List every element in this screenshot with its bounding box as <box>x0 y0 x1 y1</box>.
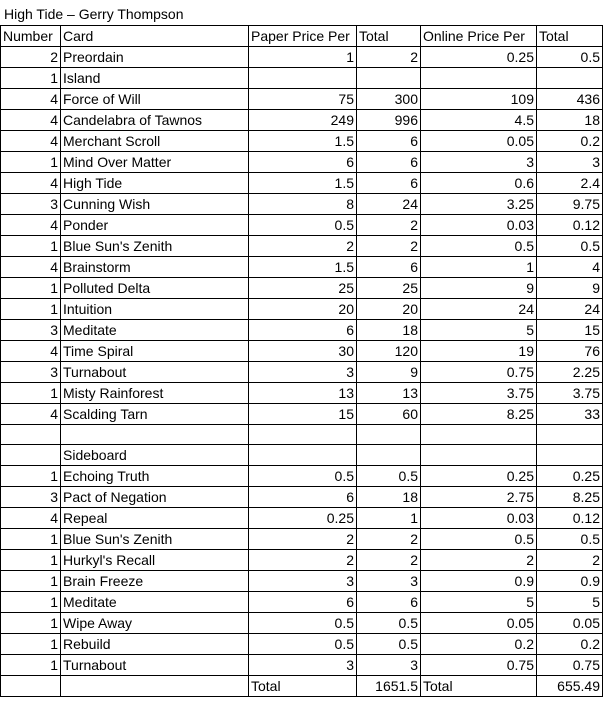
online-grand-total[interactable]: 655.49 <box>537 676 603 697</box>
online-total-cell[interactable]: 0.12 <box>537 508 603 529</box>
online-total-cell[interactable]: 2 <box>537 550 603 571</box>
paper-total-cell[interactable]: 2 <box>357 47 421 68</box>
table-row <box>1 341 603 362</box>
online-price-per-cell[interactable]: 3.75 <box>421 383 537 404</box>
online-total-cell[interactable]: 2.25 <box>537 362 603 383</box>
paper-price-per-cell[interactable]: 2 <box>249 529 357 550</box>
card-count-cell[interactable]: 3 <box>1 194 61 215</box>
card-count-cell[interactable]: 4 <box>1 257 61 278</box>
online-price-per-cell[interactable] <box>421 68 537 89</box>
paper-price-per-cell[interactable]: 20 <box>249 299 357 320</box>
paper-total-cell[interactable]: 2 <box>357 236 421 257</box>
card-count-cell[interactable]: 1 <box>1 466 61 487</box>
paper-price-per-cell[interactable]: 8 <box>249 194 357 215</box>
empty-cell[interactable] <box>537 445 603 466</box>
header-online-price-per[interactable]: Online Price Per <box>421 26 537 47</box>
card-count-cell[interactable]: 3 <box>1 487 61 508</box>
table-row <box>1 173 603 194</box>
sideboard-header-row <box>1 445 603 466</box>
paper-price-per-cell[interactable]: 3 <box>249 655 357 676</box>
card-name-cell[interactable]: Misty Rainforest <box>61 383 249 404</box>
table-row <box>1 362 603 383</box>
paper-price-per-cell[interactable]: 249 <box>249 110 357 131</box>
table-row <box>1 529 603 550</box>
decklist-body <box>1 26 603 697</box>
table-row <box>1 110 603 131</box>
card-count-cell[interactable]: 1 <box>1 571 61 592</box>
paper-price-per-cell[interactable]: 15 <box>249 404 357 425</box>
paper-total-cell[interactable]: 120 <box>357 341 421 362</box>
paper-price-per-cell[interactable]: 1.5 <box>249 173 357 194</box>
empty-cell[interactable] <box>357 445 421 466</box>
table-row <box>1 278 603 299</box>
blank-row <box>1 425 603 445</box>
online-total-cell[interactable]: 0.9 <box>537 571 603 592</box>
card-count-cell[interactable]: 4 <box>1 110 61 131</box>
totals-row <box>1 676 603 697</box>
online-total-cell[interactable]: 9 <box>537 278 603 299</box>
card-name-cell[interactable]: Time Spiral <box>61 341 249 362</box>
paper-price-per-cell[interactable]: 30 <box>249 341 357 362</box>
online-total-cell[interactable]: 0.5 <box>537 529 603 550</box>
online-total-cell[interactable]: 24 <box>537 299 603 320</box>
online-price-per-cell[interactable]: 0.6 <box>421 173 537 194</box>
online-total-cell[interactable]: 76 <box>537 341 603 362</box>
card-name-cell[interactable]: Meditate <box>61 592 249 613</box>
online-total-cell[interactable]: 2.4 <box>537 173 603 194</box>
card-count-cell[interactable]: 4 <box>1 215 61 236</box>
online-total-cell[interactable]: 5 <box>537 592 603 613</box>
online-price-per-cell[interactable]: 1 <box>421 257 537 278</box>
paper-price-per-cell[interactable]: 6 <box>249 152 357 173</box>
table-row <box>1 236 603 257</box>
paper-total-cell[interactable]: 2 <box>357 550 421 571</box>
table-row <box>1 257 603 278</box>
card-name-cell[interactable]: Repeal <box>61 508 249 529</box>
online-price-per-cell[interactable]: 2 <box>421 550 537 571</box>
paper-total-cell[interactable]: 3 <box>357 571 421 592</box>
card-name-cell[interactable]: Island <box>61 68 249 89</box>
paper-price-per-cell[interactable]: 13 <box>249 383 357 404</box>
online-price-per-cell[interactable]: 0.5 <box>421 236 537 257</box>
empty-cell[interactable] <box>249 445 357 466</box>
table-row <box>1 320 603 341</box>
empty-cell[interactable] <box>537 425 603 445</box>
paper-total-cell[interactable]: 6 <box>357 257 421 278</box>
paper-price-per-cell[interactable]: 3 <box>249 362 357 383</box>
card-count-cell[interactable]: 1 <box>1 278 61 299</box>
paper-price-per-cell[interactable]: 1.5 <box>249 257 357 278</box>
paper-total-cell[interactable]: 18 <box>357 487 421 508</box>
header-number[interactable]: Number <box>1 26 61 47</box>
table-row <box>1 152 603 173</box>
online-price-per-cell[interactable]: 3.25 <box>421 194 537 215</box>
card-count-cell[interactable]: 1 <box>1 236 61 257</box>
paper-price-per-cell[interactable]: 2 <box>249 550 357 571</box>
table-row <box>1 89 603 110</box>
online-total-cell[interactable]: 0.2 <box>537 634 603 655</box>
online-price-per-cell[interactable]: 0.05 <box>421 613 537 634</box>
paper-total-cell[interactable]: 6 <box>357 131 421 152</box>
header-online-total[interactable]: Total <box>537 26 603 47</box>
online-total-cell[interactable]: 436 <box>537 89 603 110</box>
online-total-cell[interactable]: 9.75 <box>537 194 603 215</box>
online-total-label[interactable]: Total <box>421 676 537 697</box>
card-count-cell[interactable]: 1 <box>1 634 61 655</box>
card-name-cell[interactable]: Mind Over Matter <box>61 152 249 173</box>
paper-total-cell[interactable]: 0.5 <box>357 466 421 487</box>
online-total-cell[interactable]: 0.5 <box>537 236 603 257</box>
paper-total-cell[interactable]: 18 <box>357 320 421 341</box>
empty-cell[interactable] <box>421 445 537 466</box>
table-row <box>1 68 603 89</box>
online-total-cell[interactable]: 3 <box>537 152 603 173</box>
empty-cell[interactable] <box>421 425 537 445</box>
card-name-cell[interactable]: Candelabra of Tawnos <box>61 110 249 131</box>
card-name-cell[interactable]: Blue Sun's Zenith <box>61 236 249 257</box>
paper-total-label[interactable]: Total <box>249 676 357 697</box>
table-row <box>1 47 603 68</box>
card-count-cell[interactable]: 4 <box>1 404 61 425</box>
card-count-cell[interactable]: 1 <box>1 383 61 404</box>
card-name-cell[interactable]: Pact of Negation <box>61 487 249 508</box>
paper-price-per-cell[interactable]: 0.5 <box>249 215 357 236</box>
empty-cell[interactable] <box>1 425 61 445</box>
table-row <box>1 383 603 404</box>
paper-total-cell[interactable] <box>357 68 421 89</box>
card-name-cell[interactable]: Scalding Tarn <box>61 404 249 425</box>
table-row <box>1 215 603 236</box>
paper-total-cell[interactable]: 2 <box>357 529 421 550</box>
paper-price-per-cell[interactable]: 0.25 <box>249 508 357 529</box>
card-count-cell[interactable]: 1 <box>1 613 61 634</box>
sheet-title: High Tide – Gerry Thompson <box>4 6 184 22</box>
card-name-cell[interactable]: Turnabout <box>61 655 249 676</box>
empty-cell[interactable] <box>61 425 249 445</box>
online-price-per-cell[interactable]: 0.05 <box>421 131 537 152</box>
header-row <box>1 26 603 47</box>
card-name-cell[interactable]: Rebuild <box>61 634 249 655</box>
table-row <box>1 487 603 508</box>
paper-total-cell[interactable]: 0.5 <box>357 634 421 655</box>
card-name-cell[interactable]: Wipe Away <box>61 613 249 634</box>
table-row <box>1 592 603 613</box>
card-name-cell[interactable]: Blue Sun's Zenith <box>61 529 249 550</box>
card-name-cell[interactable]: Brain Freeze <box>61 571 249 592</box>
online-total-cell[interactable]: 0.12 <box>537 215 603 236</box>
online-price-per-cell[interactable]: 2.75 <box>421 487 537 508</box>
online-price-per-cell[interactable]: 0.03 <box>421 508 537 529</box>
paper-total-cell[interactable]: 6 <box>357 152 421 173</box>
paper-total-cell[interactable]: 0.5 <box>357 613 421 634</box>
online-price-per-cell[interactable]: 24 <box>421 299 537 320</box>
card-count-cell[interactable]: 2 <box>1 47 61 68</box>
card-name-cell[interactable]: Brainstorm <box>61 257 249 278</box>
paper-price-per-cell[interactable]: 6 <box>249 320 357 341</box>
card-count-cell[interactable]: 4 <box>1 89 61 110</box>
sideboard-label[interactable]: Sideboard <box>61 445 249 466</box>
empty-cell[interactable] <box>357 425 421 445</box>
online-price-per-cell[interactable]: 5 <box>421 592 537 613</box>
table-row <box>1 194 603 215</box>
paper-total-cell[interactable]: 20 <box>357 299 421 320</box>
empty-cell[interactable] <box>249 425 357 445</box>
online-total-cell[interactable]: 4 <box>537 257 603 278</box>
card-name-cell[interactable]: Meditate <box>61 320 249 341</box>
header-card[interactable]: Card <box>61 26 249 47</box>
empty-cell[interactable] <box>1 676 61 697</box>
paper-price-per-cell[interactable]: 1 <box>249 47 357 68</box>
paper-price-per-cell[interactable]: 2 <box>249 236 357 257</box>
online-total-cell[interactable]: 0.75 <box>537 655 603 676</box>
online-price-per-cell[interactable]: 0.75 <box>421 362 537 383</box>
card-count-cell[interactable]: 4 <box>1 173 61 194</box>
table-row <box>1 550 603 571</box>
empty-cell[interactable] <box>61 676 249 697</box>
table-row <box>1 404 603 425</box>
paper-total-cell[interactable]: 300 <box>357 89 421 110</box>
card-count-cell[interactable]: 4 <box>1 508 61 529</box>
online-price-per-cell[interactable]: 8.25 <box>421 404 537 425</box>
card-count-cell[interactable]: 1 <box>1 299 61 320</box>
card-count-cell[interactable]: 4 <box>1 131 61 152</box>
table-row <box>1 571 603 592</box>
paper-price-per-cell[interactable]: 75 <box>249 89 357 110</box>
online-price-per-cell[interactable]: 3 <box>421 152 537 173</box>
card-name-cell[interactable]: Cunning Wish <box>61 194 249 215</box>
paper-price-per-cell[interactable] <box>249 68 357 89</box>
paper-total-cell[interactable]: 996 <box>357 110 421 131</box>
online-total-cell[interactable] <box>537 68 603 89</box>
online-price-per-cell[interactable]: 0.5 <box>421 529 537 550</box>
online-price-per-cell[interactable]: 9 <box>421 278 537 299</box>
online-price-per-cell[interactable]: 0.25 <box>421 466 537 487</box>
card-name-cell[interactable]: Turnabout <box>61 362 249 383</box>
header-paper-price-per[interactable]: Paper Price Per <box>249 26 357 47</box>
paper-price-per-cell[interactable]: 1.5 <box>249 131 357 152</box>
paper-total-cell[interactable]: 9 <box>357 362 421 383</box>
card-name-cell[interactable]: Polluted Delta <box>61 278 249 299</box>
paper-total-cell[interactable]: 6 <box>357 173 421 194</box>
card-name-cell[interactable]: High Tide <box>61 173 249 194</box>
card-count-cell[interactable]: 1 <box>1 655 61 676</box>
online-price-per-cell[interactable]: 19 <box>421 341 537 362</box>
card-name-cell[interactable]: Echoing Truth <box>61 466 249 487</box>
card-count-cell[interactable]: 1 <box>1 152 61 173</box>
paper-price-per-cell[interactable]: 0.5 <box>249 634 357 655</box>
decklist-table <box>0 25 603 697</box>
card-name-cell[interactable]: Merchant Scroll <box>61 131 249 152</box>
paper-total-cell[interactable]: 24 <box>357 194 421 215</box>
online-total-cell[interactable]: 8.25 <box>537 487 603 508</box>
online-price-per-cell[interactable]: 0.25 <box>421 47 537 68</box>
card-count-cell[interactable]: 3 <box>1 362 61 383</box>
table-row <box>1 655 603 676</box>
paper-total-cell[interactable]: 60 <box>357 404 421 425</box>
card-count-cell[interactable]: 1 <box>1 592 61 613</box>
online-total-cell[interactable]: 18 <box>537 110 603 131</box>
paper-price-per-cell[interactable]: 6 <box>249 592 357 613</box>
online-total-cell[interactable]: 3.75 <box>537 383 603 404</box>
card-name-cell[interactable]: Preordain <box>61 47 249 68</box>
paper-total-cell[interactable]: 13 <box>357 383 421 404</box>
paper-price-per-cell[interactable]: 3 <box>249 571 357 592</box>
paper-total-cell[interactable]: 3 <box>357 655 421 676</box>
online-price-per-cell[interactable]: 0.03 <box>421 215 537 236</box>
table-row <box>1 634 603 655</box>
paper-grand-total[interactable]: 1651.5 <box>357 676 421 697</box>
online-total-cell[interactable]: 0.05 <box>537 613 603 634</box>
card-count-cell[interactable]: 4 <box>1 341 61 362</box>
online-price-per-cell[interactable]: 5 <box>421 320 537 341</box>
online-total-cell[interactable]: 0.2 <box>537 131 603 152</box>
table-row <box>1 466 603 487</box>
paper-price-per-cell[interactable]: 0.5 <box>249 613 357 634</box>
card-name-cell[interactable]: Hurkyl's Recall <box>61 550 249 571</box>
paper-total-cell[interactable]: 1 <box>357 508 421 529</box>
online-total-cell[interactable]: 33 <box>537 404 603 425</box>
paper-total-cell[interactable]: 6 <box>357 592 421 613</box>
paper-total-cell[interactable]: 2 <box>357 215 421 236</box>
paper-price-per-cell[interactable]: 6 <box>249 487 357 508</box>
card-count-cell[interactable]: 1 <box>1 529 61 550</box>
paper-price-per-cell[interactable]: 0.5 <box>249 466 357 487</box>
card-name-cell[interactable]: Ponder <box>61 215 249 236</box>
table-row <box>1 131 603 152</box>
card-count-cell[interactable]: 1 <box>1 68 61 89</box>
online-price-per-cell[interactable]: 0.2 <box>421 634 537 655</box>
paper-price-per-cell[interactable]: 25 <box>249 278 357 299</box>
online-total-cell[interactable]: 15 <box>537 320 603 341</box>
online-price-per-cell[interactable]: 0.75 <box>421 655 537 676</box>
header-paper-total[interactable]: Total <box>357 26 421 47</box>
table-row <box>1 508 603 529</box>
online-price-per-cell[interactable]: 0.9 <box>421 571 537 592</box>
table-row <box>1 613 603 634</box>
card-count-cell[interactable]: 1 <box>1 550 61 571</box>
online-total-cell[interactable]: 0.25 <box>537 466 603 487</box>
empty-cell[interactable] <box>1 445 61 466</box>
online-price-per-cell[interactable]: 109 <box>421 89 537 110</box>
online-total-cell[interactable]: 0.5 <box>537 47 603 68</box>
card-name-cell[interactable]: Force of Will <box>61 89 249 110</box>
online-price-per-cell[interactable]: 4.5 <box>421 110 537 131</box>
table-row <box>1 299 603 320</box>
paper-total-cell[interactable]: 25 <box>357 278 421 299</box>
card-name-cell[interactable]: Intuition <box>61 299 249 320</box>
card-count-cell[interactable]: 3 <box>1 320 61 341</box>
